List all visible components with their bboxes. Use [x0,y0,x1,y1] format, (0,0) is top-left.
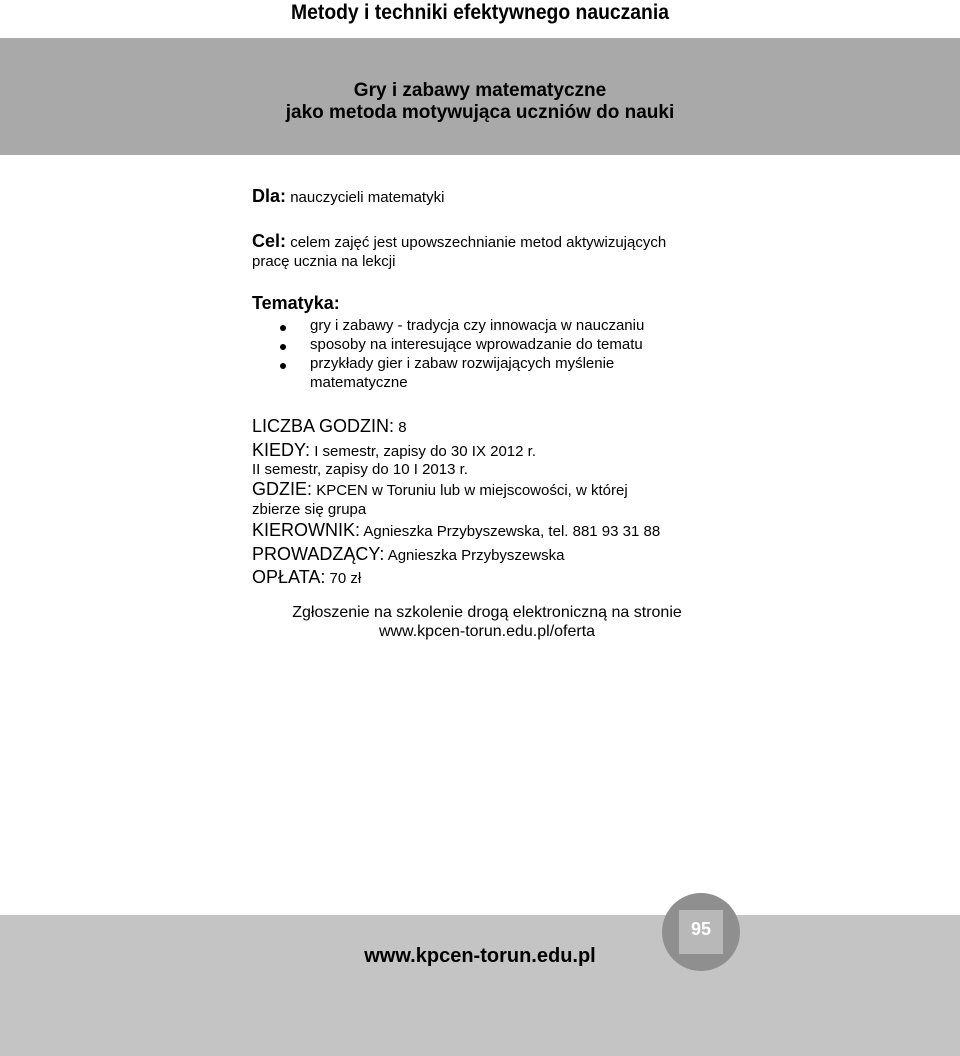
course-title-line-1: Gry i zabawy matematyczne [353,80,607,101]
page-header-title: Metody i techniki efektywnego nauczania [291,1,669,24]
oplata-label: OPŁATA: [252,567,326,587]
tematyka-item-cont: matematyczne [310,374,408,391]
dla-row [252,186,444,207]
tematyka-label [252,293,340,314]
footer-band [0,915,960,1056]
tematyka-item: gry i zabawy - tradycja czy innowacja w nauczaniu [310,317,645,334]
liczba-godzin-value: 8 [398,419,407,436]
tematyka-item: przykłady gier i zabaw rozwijających myślenie [310,355,615,372]
course-title-band [0,38,960,155]
bullet-icon [280,344,286,350]
footer-url-link[interactable]: www.kpcen-torun.edu.pl [364,945,596,967]
bullet-icon [280,325,286,331]
kierownik-row [252,520,660,541]
kierownik-label: KIEROWNIK: [252,520,361,540]
registration-text: Zgłoszenie na szkolenie drogą elektroniczną na stronie [292,604,682,621]
liczba-godzin-label: LICZBA GODZIN: [252,416,395,436]
prowadzacy-value: Agnieszka Przybyszewska [387,547,565,564]
kiedy-row [252,440,536,461]
prowadzacy-row [252,544,564,565]
dla-label: Dla: [252,186,287,206]
gdzie-label: GDZIE: [252,479,313,499]
gdzie-value-cont: zbierze się grupa [252,501,367,518]
registration-link[interactable]: www.kpcen-torun.edu.pl/oferta [378,623,596,640]
bullet-icon [280,363,286,369]
prowadzacy-label: PROWADZĄCY: [252,544,385,564]
kiedy-label: KIEDY: [252,440,311,460]
cel-value-cont: pracę ucznia na lekcji [252,253,396,270]
gdzie-row [252,479,628,500]
liczba-godzin-row [252,416,407,437]
oplata-value: 70 zł [329,570,362,587]
oplata-row [252,567,361,588]
kiedy-value-cont: II semestr, zapisy do 10 I 2013 r. [252,461,468,478]
tematyka-label-text: Tematyka: [252,293,340,313]
course-title-line-2: jako metoda motywująca uczniów do nauki [285,102,675,123]
kierownik-value: Agnieszka Przybyszewska, tel. 881 93 31 88 [363,523,661,540]
cel-label: Cel: [252,231,287,251]
kiedy-value: I semestr, zapisy do 30 IX 2012 r. [314,443,536,460]
gdzie-value: KPCEN w Toruniu lub w miejscowości, w której [316,482,628,499]
cel-row [252,231,666,252]
cel-value: celem zajęć jest upowszechnianie metod aktywizujących [290,234,667,251]
tematyka-item: sposoby na interesujące wprowadzanie do tematu [310,336,643,353]
dla-value: nauczycieli matematyki [290,189,445,206]
page-number: 95 [690,919,712,939]
